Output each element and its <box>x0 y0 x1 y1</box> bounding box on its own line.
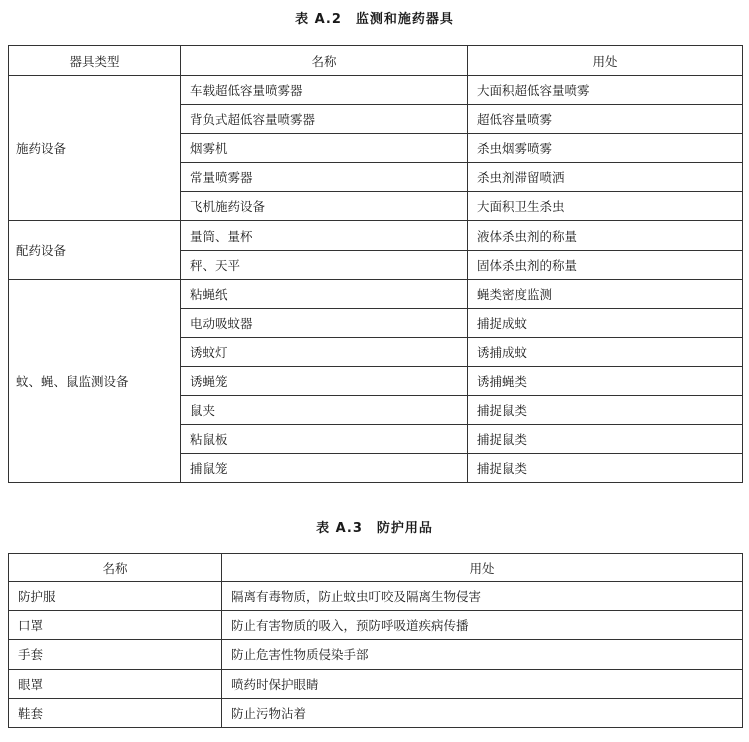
use-cell: 蝇类密度监测 <box>468 279 743 308</box>
table-row <box>9 640 743 669</box>
table-header-row <box>9 554 743 582</box>
name-cell: 诱蝇笼 <box>181 366 468 395</box>
name-cell: 粘鼠板 <box>181 425 468 454</box>
table-row <box>9 279 743 308</box>
use-cell: 诱捕成蚊 <box>468 337 743 366</box>
table-header-row <box>9 46 743 76</box>
name-cell: 车载超低容量喷雾器 <box>181 76 468 105</box>
use-cell: 隔离有毒物质，防止蚊虫叮咬及隔离生物侵害 <box>222 582 743 611</box>
header-name: 名称 <box>9 554 222 582</box>
name-cell: 鼠夹 <box>181 396 468 425</box>
table-row <box>9 76 743 105</box>
name-cell: 眼罩 <box>9 669 222 698</box>
group-type-cell: 施药设备 <box>9 76 181 221</box>
name-cell: 量筒、量杯 <box>181 221 468 250</box>
name-cell: 背负式超低容量喷雾器 <box>181 105 468 134</box>
header-use: 用处 <box>468 46 743 76</box>
name-cell: 鞋套 <box>9 698 222 727</box>
use-cell: 固体杀虫剂的称量 <box>468 250 743 279</box>
use-cell: 捕捉鼠类 <box>468 396 743 425</box>
group-type-cell: 配药设备 <box>9 221 181 279</box>
table-a3-caption: 表 A.3 防护用品 <box>316 521 433 536</box>
use-cell: 大面积超低容量喷雾 <box>468 76 743 105</box>
use-cell: 超低容量喷雾 <box>468 105 743 134</box>
table-row <box>9 582 743 611</box>
use-cell: 防止危害性物质侵染手部 <box>222 640 743 669</box>
use-cell: 捕捉成蚊 <box>468 308 743 337</box>
table-a2 <box>8 45 743 483</box>
name-cell: 粘蝇纸 <box>181 279 468 308</box>
name-cell: 电动吸蚊器 <box>181 308 468 337</box>
use-cell: 杀虫烟雾喷雾 <box>468 134 743 163</box>
use-cell: 杀虫剂滞留喷洒 <box>468 163 743 192</box>
use-cell: 大面积卫生杀虫 <box>468 192 743 221</box>
table-row <box>9 221 743 250</box>
use-cell: 捕捉鼠类 <box>468 454 743 483</box>
name-cell: 诱蚊灯 <box>181 337 468 366</box>
name-cell: 口罩 <box>9 611 222 640</box>
header-name: 名称 <box>181 46 468 76</box>
table-row <box>9 611 743 640</box>
name-cell: 防护服 <box>9 582 222 611</box>
header-use: 用处 <box>222 554 743 582</box>
name-cell: 秤、天平 <box>181 250 468 279</box>
use-cell: 诱捕蝇类 <box>468 366 743 395</box>
name-cell: 烟雾机 <box>181 134 468 163</box>
use-cell: 防止有害物质的吸入，预防呼吸道疾病传播 <box>222 611 743 640</box>
name-cell: 手套 <box>9 640 222 669</box>
use-cell: 防止污物沾着 <box>222 698 743 727</box>
name-cell: 捕鼠笼 <box>181 454 468 483</box>
header-type: 器具类型 <box>9 46 181 76</box>
name-cell: 飞机施药设备 <box>181 192 468 221</box>
use-cell: 捕捉鼠类 <box>468 425 743 454</box>
table-row <box>9 698 743 727</box>
table-a3 <box>8 553 743 728</box>
name-cell: 常量喷雾器 <box>181 163 468 192</box>
table-row <box>9 669 743 698</box>
group-type-cell: 蚊、蝇、鼠监测设备 <box>9 279 181 483</box>
table-a2-caption: 表 A.2 监测和施药器具 <box>295 12 454 27</box>
use-cell: 液体杀虫剂的称量 <box>468 221 743 250</box>
use-cell: 喷药时保护眼睛 <box>222 669 743 698</box>
